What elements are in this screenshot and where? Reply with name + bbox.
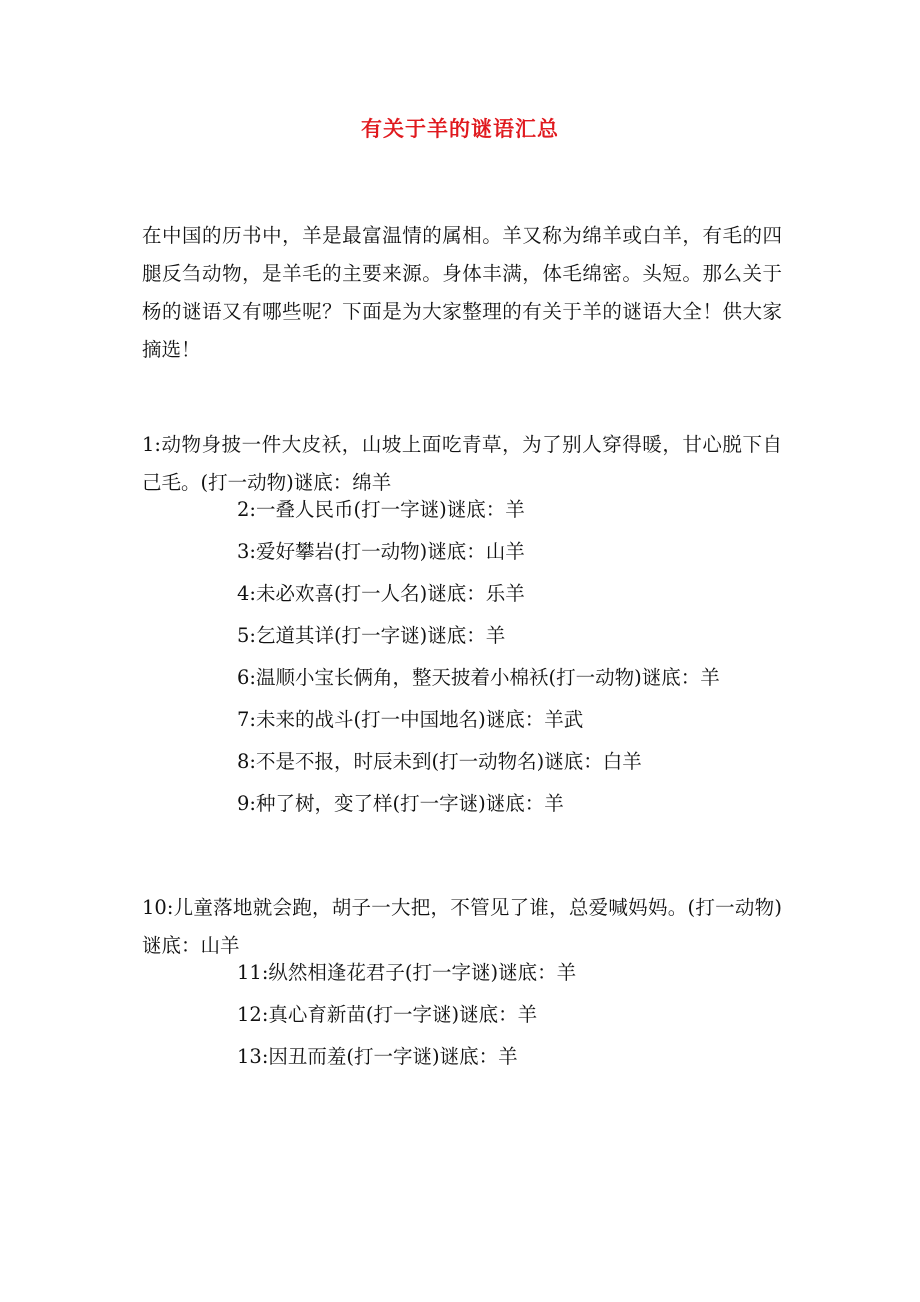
document-title: 有关于羊的谜语汇总 [361,116,559,141]
intro-paragraph: 在中国的历书中，羊是最富温情的属相。羊又称为绵羊或白羊，有毛的四腿反刍动物，是羊毛的主要来源。身体丰满，体毛绵密。头短。那么关于杨的谜语又有哪些呢？下面是为大家整理的有关于羊的谜语大全！供大家摘选！ [142,223,782,361]
riddle-item-12: 12:真心育新苗(打一字谜)谜底：羊 [237,1003,538,1026]
riddle-item-3: 3:爱好攀岩(打一动物)谜底：山羊 [237,540,525,563]
riddle-paragraph-1: 1:动物身披一件大皮袄，山坡上面吃青草，为了别人穿得暖，甘心脱下自己毛。(打一动物)谜底：绵羊 [142,432,782,494]
riddle-item-2: 2:一叠人民币(打一字谜)谜底：羊 [237,498,525,521]
riddle-item-5: 5:乞道其详(打一字谜)谜底：羊 [237,624,506,647]
riddle-item-7: 7:未来的战斗(打一中国地名)谜底：羊武 [237,708,584,731]
riddle-item-9: 9:种了树，变了样(打一字谜)谜底：羊 [237,792,564,815]
riddle-list-b [237,952,576,1078]
riddle-list-a [237,489,720,825]
riddle-item-13: 13:因丑而羞(打一字谜)谜底：羊 [237,1045,518,1068]
riddle-item-6: 6:温顺小宝长俩角，整天披着小棉袄(打一动物)谜底：羊 [237,666,720,689]
riddle-item-4: 4:未必欢喜(打一人名)谜底：乐羊 [237,582,525,605]
riddle-item-11: 11:纵然相逢花君子(打一字谜)谜底：羊 [237,961,577,984]
riddle-item-8: 8:不是不报，时辰未到(打一动物名)谜底：白羊 [237,750,642,773]
riddle-paragraph-10: 10:儿童落地就会跑，胡子一大把，不管见了谁，总爱喊妈妈。(打一动物)谜底：山羊 [142,895,782,957]
